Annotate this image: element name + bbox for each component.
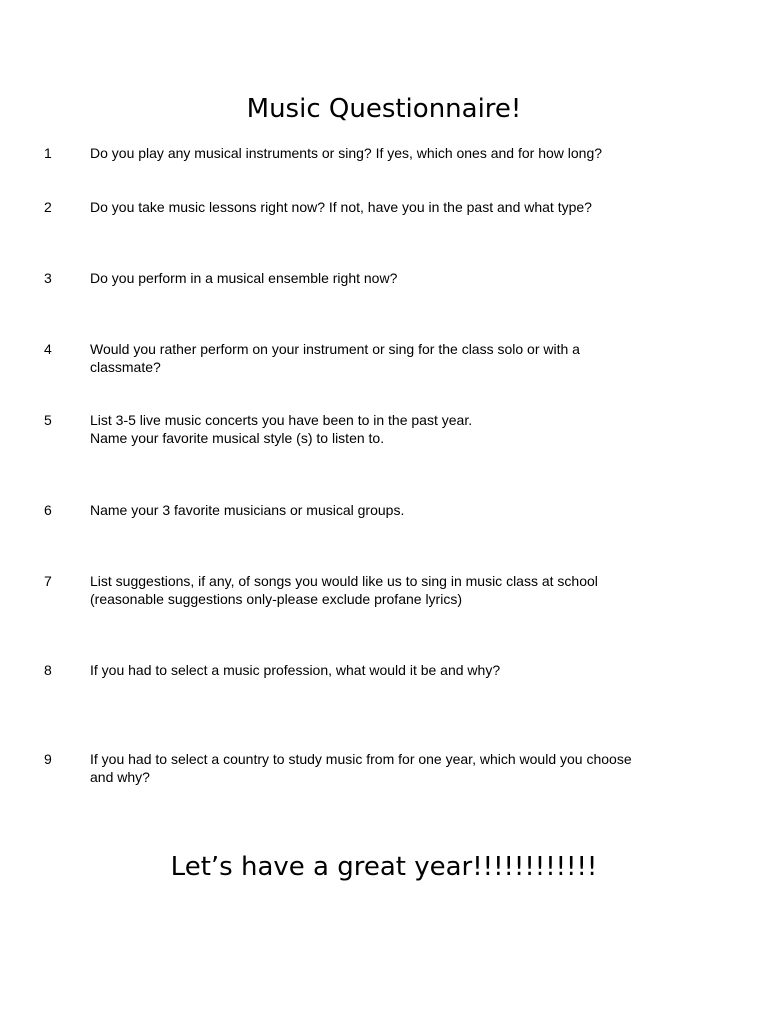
- question-line: Name your 3 favorite musicians or musical groups.: [90, 502, 405, 518]
- question-text: [90, 501, 690, 519]
- question-line: If you had to select a music profession, what would it be and why?: [90, 662, 501, 678]
- page-title: Music Questionnaire!: [246, 94, 522, 124]
- question-number: 3: [44, 270, 52, 286]
- question-line: If you had to select a country to study music from for one year, which would you choose: [90, 751, 632, 767]
- closing-message: Let’s have a great year!!!!!!!!!!!!: [170, 852, 598, 882]
- question-number: 4: [44, 341, 52, 357]
- question-number: 7: [44, 573, 52, 589]
- question-number: 1: [44, 145, 52, 161]
- question-number: 6: [44, 502, 52, 518]
- question-text: [90, 269, 690, 287]
- question-line: (reasonable suggestions only-please exclude profane lyrics): [90, 591, 462, 607]
- question-number: 2: [44, 199, 52, 215]
- question-number: 8: [44, 662, 52, 678]
- question-line: classmate?: [90, 359, 161, 375]
- question-number: 5: [44, 412, 52, 428]
- question-line: List 3-5 live music concerts you have been to in the past year.: [90, 412, 473, 428]
- question-line: Do you play any musical instruments or sing? If yes, which ones and for how long?: [90, 145, 603, 161]
- question-text: [90, 198, 690, 216]
- question-text: [90, 572, 690, 608]
- question-text: [90, 750, 690, 786]
- question-line: Would you rather perform on your instrument or sing for the class solo or with a: [90, 341, 580, 357]
- question-line: Do you take music lessons right now? If not, have you in the past and what type?: [90, 199, 592, 215]
- question-line: Do you perform in a musical ensemble right now?: [90, 270, 398, 286]
- question-text: [90, 340, 690, 376]
- question-number: 9: [44, 751, 52, 767]
- question-text: [90, 411, 690, 447]
- question-line: Name your favorite musical style (s) to listen to.: [90, 430, 385, 446]
- question-line: List suggestions, if any, of songs you would like us to sing in music class at school: [90, 573, 598, 589]
- question-text: [90, 661, 690, 679]
- question-line: and why?: [90, 769, 150, 785]
- question-text: [90, 144, 690, 162]
